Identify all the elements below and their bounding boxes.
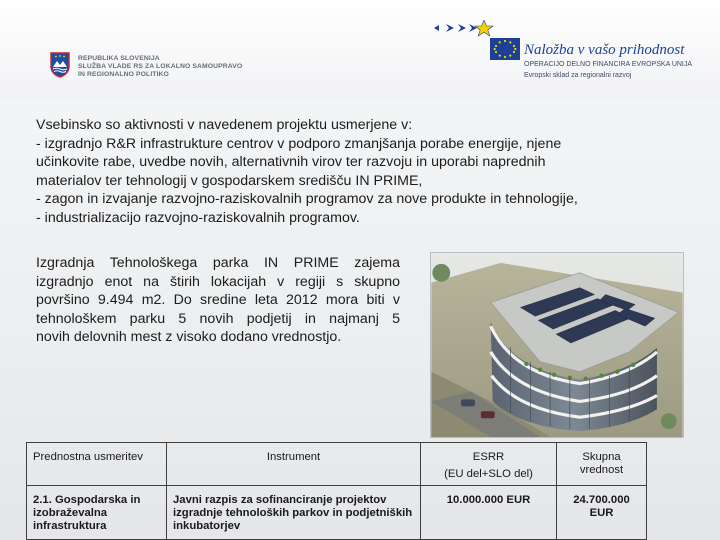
table-row (27, 486, 647, 540)
intro-line: - zagon in izvajanje razvojno-raziskovalnih programov za nove produkte in tehnologije, (36, 191, 578, 207)
intro-line: učinkovite rabe, uvedbe novih, alternativnih virov ter razvoju in uporabi naprednih (36, 154, 546, 170)
header-total: Skupna vrednost (557, 443, 647, 486)
header-instrument: Instrument (167, 443, 421, 486)
gov-line-3: IN REGIONALNO POLITIKO (78, 71, 169, 78)
technology-park-text (36, 254, 400, 347)
cell-priority: 2.1. Gospodarska in izobraževalna infrastruktura (27, 486, 167, 540)
cell-instrument: Javni razpis za sofinanciranje projektov izgradnje tehnoloških parkov in podjetniških inkubatorjev (167, 486, 421, 540)
government-office-name (78, 55, 298, 79)
cell-total: 24.700.000 EUR (557, 486, 647, 540)
header-esrr-sub: (EU del+SLO del) (444, 468, 533, 480)
table-header-row (27, 443, 647, 486)
gov-line-2: SLUŽBA VLADE RS ZA LOKALNO SAMOUPRAVO (78, 63, 243, 70)
park-line: izgradnjo enot na štirih lokacijah v regiji s skupno (36, 273, 400, 290)
park-line: tehnološkem parku 5 novih podjetij in najmanj 5 (36, 310, 400, 327)
gov-line-1: REPUBLIKA SLOVENIJA (78, 55, 160, 62)
project-activities-text (36, 116, 704, 227)
intro-line: - izgradnjo R&R infrastrukture centrov v podporo zmanjšanja porabe energije, njene (36, 135, 562, 152)
slovenia-coat-of-arms-icon (50, 52, 70, 78)
eu-flag-icon (432, 20, 522, 80)
funding-table (26, 442, 647, 540)
header-esrr (421, 443, 557, 486)
park-line: Izgradnja Tehnološkega parka IN PRIME zajema (36, 255, 400, 271)
cell-esrr: 10.000.000 EUR (421, 486, 557, 540)
intro-line: - industrializacijo razvojno-raziskovalnih programov. (36, 209, 360, 226)
intro-line: Vsebinsko so aktivnosti v navedenem projektu usmerjene v: (36, 117, 413, 133)
header-bar (0, 0, 720, 100)
eu-sub-line-1: OPERACIJO DELNO FINANCIRA EVROPSKA UNIJA (524, 61, 693, 68)
park-line: površino 9.494 m2. Do sredine leta 2012 mora biti v (36, 292, 400, 308)
park-line: novih delovnih mest z visoko dodano vrednostjo. (36, 329, 342, 345)
header-priority: Prednostna usmeritev (27, 443, 167, 486)
header-esrr-label: ESRR (472, 451, 505, 463)
eu-slogan: Naložba v vašo prihodnost (524, 42, 685, 58)
eu-funding-logo-text (524, 42, 714, 80)
eu-sub-line-2: Evropski sklad za regionalni razvoj (524, 71, 632, 79)
technology-park-building-image (430, 252, 684, 438)
intro-line: materialov ter tehnologij v gospodarskem središču IN PRIME, (36, 172, 423, 189)
